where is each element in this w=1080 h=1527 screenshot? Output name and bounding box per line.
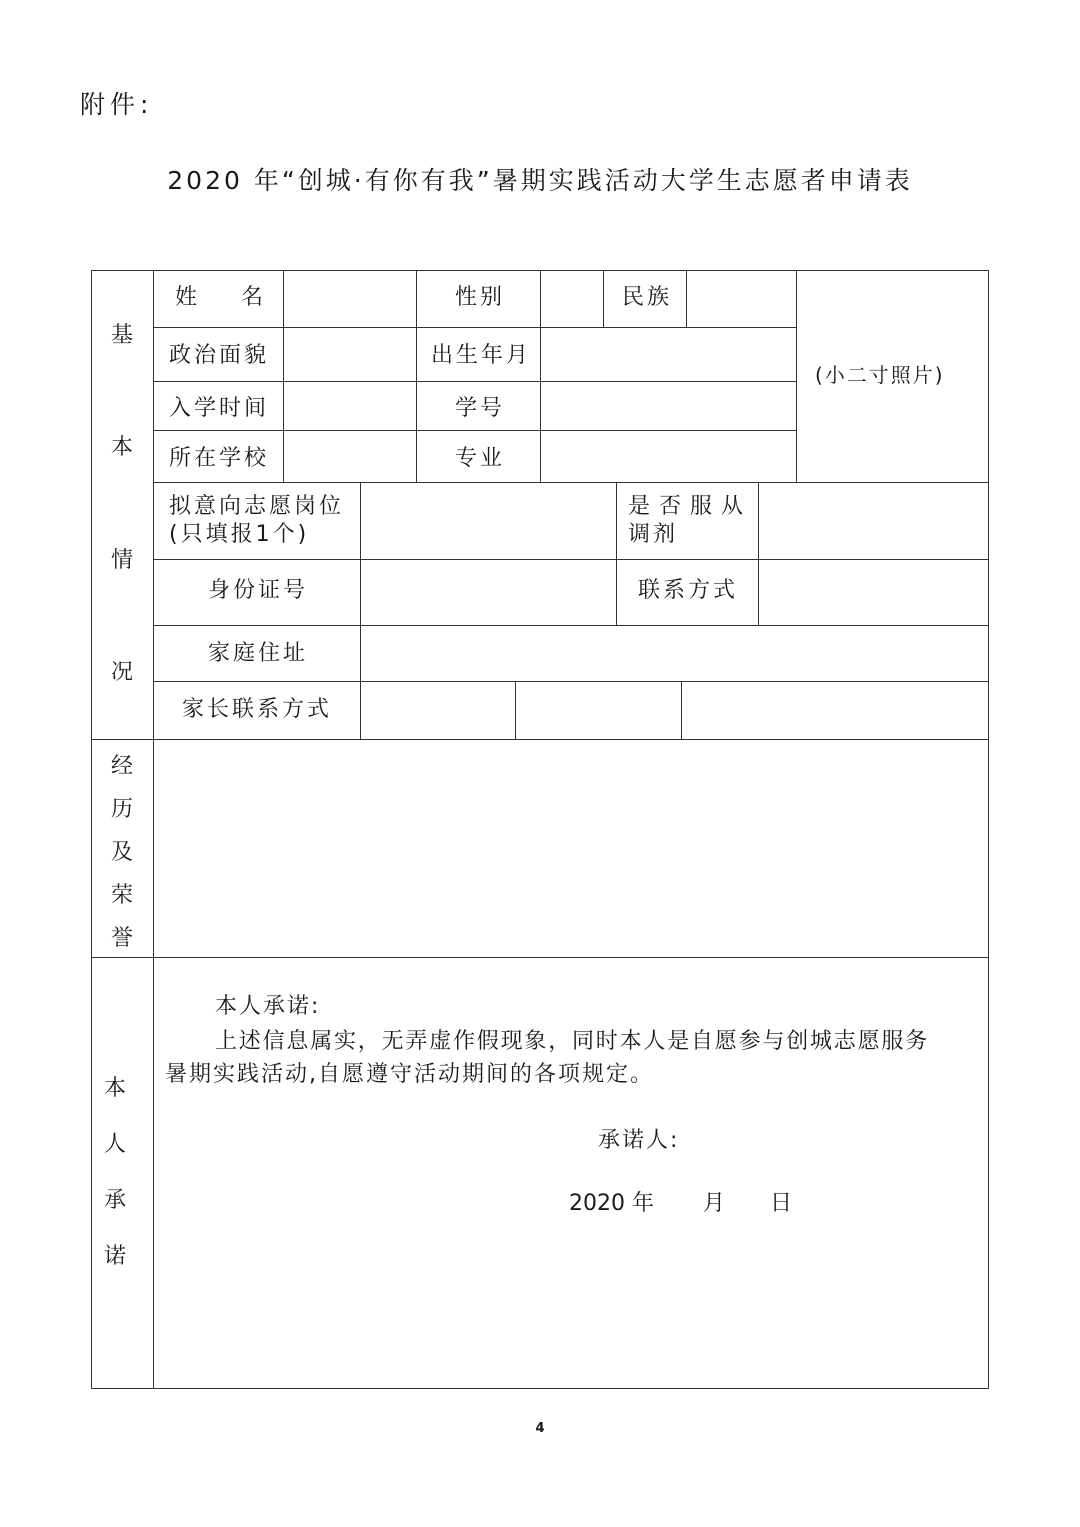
pledge-text-line2: 暑期实践活动,自愿遵守活动期间的各项规定。	[165, 1062, 654, 1087]
label-birth-date: 出生年月	[431, 343, 532, 368]
label-political-status: 政治面貌	[169, 343, 270, 368]
section-divider	[91, 957, 989, 958]
section-pledge-char: 诺	[104, 1244, 127, 1269]
label-enrollment-date: 入学时间	[169, 396, 270, 421]
column-divider	[153, 270, 154, 1389]
label-position-note: (只填报1个)	[169, 522, 310, 547]
label-ethnicity: 民族	[622, 285, 673, 310]
column-divider	[686, 270, 687, 327]
pledge-signer: 承诺人:	[598, 1128, 680, 1153]
column-divider	[540, 270, 541, 482]
row-divider	[153, 381, 796, 382]
row-divider	[153, 482, 989, 483]
label-accept-adjustment: 是否服从	[628, 494, 753, 519]
label-contact: 联系方式	[638, 578, 739, 603]
label-accept-adjustment-2: 调剂	[628, 522, 679, 547]
section-experience-char: 经	[111, 754, 134, 779]
section-experience-char: 及	[111, 840, 134, 865]
row-divider	[153, 625, 989, 626]
column-divider	[283, 270, 284, 482]
column-divider	[416, 270, 417, 482]
column-divider	[796, 270, 797, 482]
row-divider	[153, 327, 796, 328]
section-basic-char: 基	[111, 323, 134, 348]
photo-placeholder: (小二寸照片)	[815, 363, 945, 387]
pledge-heading: 本人承诺:	[215, 994, 321, 1019]
label-gender: 性别	[455, 285, 506, 310]
label-student-id: 学号	[455, 396, 506, 421]
form-title: 2020 年“创城·有你有我”暑期实践活动大学生志愿者申请表	[167, 166, 913, 195]
column-divider	[360, 482, 361, 739]
row-divider	[153, 430, 796, 431]
column-divider	[515, 681, 516, 739]
row-divider	[153, 681, 989, 682]
label-school: 所在学校	[169, 446, 270, 471]
column-divider	[616, 482, 617, 625]
section-pledge-char: 本	[104, 1076, 127, 1101]
label-major: 专业	[455, 446, 506, 471]
pledge-date-year: 2020 年	[569, 1191, 654, 1216]
label-home-address: 家庭住址	[208, 641, 309, 666]
label-position: 拟意向志愿岗位	[169, 494, 345, 519]
pledge-text-line1: 上述信息属实，无弄虚作假现象，同时本人是自愿参与创城志愿服务	[215, 1029, 930, 1054]
label-name: 姓 名	[175, 285, 264, 310]
pledge-date-day: 日	[770, 1191, 795, 1216]
section-divider	[91, 739, 989, 740]
attachment-label: 附件:	[80, 90, 154, 119]
column-divider	[603, 270, 604, 327]
label-id-number: 身份证号	[208, 578, 309, 603]
section-pledge-char: 承	[104, 1188, 127, 1213]
section-experience-char: 荣	[111, 883, 134, 908]
section-pledge-char: 人	[104, 1132, 127, 1157]
section-basic-char: 本	[111, 435, 134, 460]
section-experience-char: 誉	[111, 926, 134, 951]
page-number: 4	[535, 1421, 545, 1436]
column-divider	[681, 681, 682, 739]
label-parent-contact: 家长联系方式	[182, 697, 333, 722]
row-divider	[153, 559, 989, 560]
section-basic-char: 况	[111, 660, 134, 685]
section-basic-char: 情	[111, 548, 134, 573]
section-experience-char: 历	[111, 797, 134, 822]
column-divider	[758, 482, 759, 625]
pledge-date-month: 月	[703, 1191, 728, 1216]
